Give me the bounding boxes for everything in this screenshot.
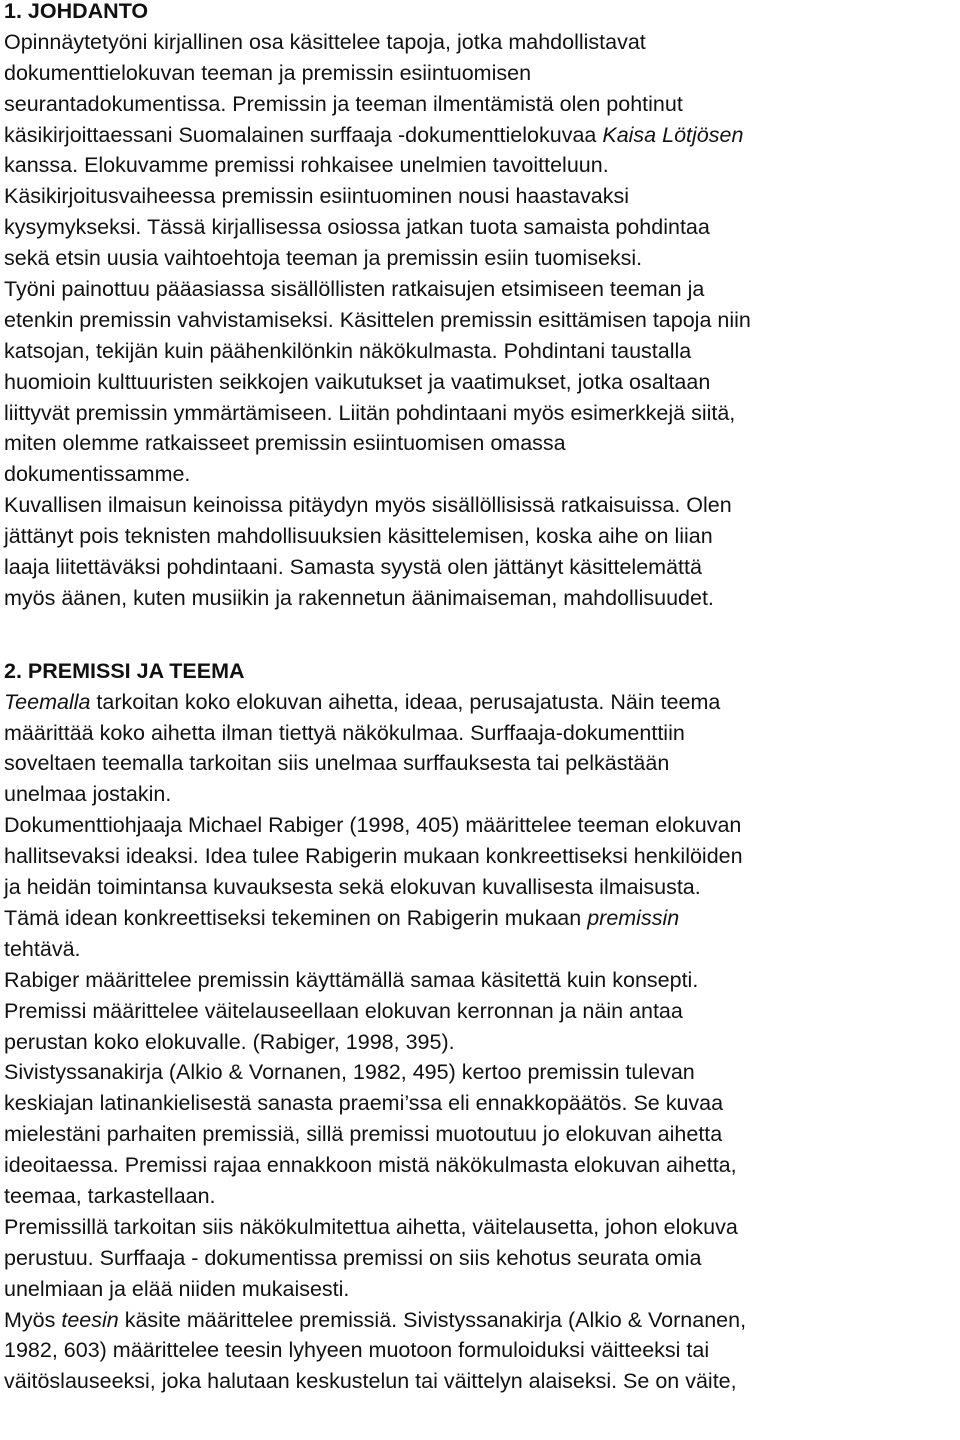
text-line [4,552,956,583]
text-run: Myös [4,1307,62,1332]
text-line [4,490,956,521]
text-run: Premissillä tarkoitan siis näkökulmitettua aihetta, väitelausetta, johon elokuva [4,1214,738,1239]
text-line [4,965,956,996]
text-line [4,687,956,718]
text-run: Tämä idean konkreettiseksi tekeminen on Rabigerin mukaan [4,905,588,930]
document-page [4,0,956,1397]
text-line [4,583,956,614]
text-run: huomioin kulttuuristen seikkojen vaikutukset ja vaatimukset, jotka osaltaan [4,369,711,394]
text-line [4,274,956,305]
text-line [4,1181,956,1212]
section-1-heading: 1. JOHDANTO [4,0,149,23]
text-line [4,27,956,58]
italic-term: Kaisa Lötjösen [602,122,744,147]
text-run: Kuvallisen ilmaisun keinoissa pitäydyn myös sisällöllisissä ratkaisuissa. Olen [4,493,732,518]
text-run: tehtävä. [4,936,81,961]
text-line [4,1212,956,1243]
text-line [4,367,956,398]
text-run: liittyvät premissin ymmärtämiseen. Liitän pohdintaani myös esimerkkejä siitä, [4,400,736,425]
text-line [4,150,956,181]
text-line [4,336,956,367]
text-run: ideoitaessa. Premissi rajaa ennakkoon mistä näkökulmasta elokuvan aihetta, [4,1153,737,1178]
text-run: Opinnäytetyöni kirjallinen osa käsittelee tapoja, jotka mahdollistavat [4,29,646,54]
section-1-body [4,27,956,614]
text-line [4,428,956,459]
text-line [4,872,956,903]
text-run: Käsikirjoitusvaiheessa premissin esiintuominen nousi haastavaksi [4,184,630,209]
italic-term: premissin [587,905,680,930]
text-line [4,212,956,243]
text-line [4,1305,956,1336]
text-run: soveltaen teemalla tarkoitan siis unelmaa surffauksesta tai pelkästään [4,751,670,776]
text-run: miten olemme ratkaisseet premissin esiintuomisen omassa [4,431,566,456]
text-line [4,58,956,89]
text-run: myös äänen, kuten musiikin ja rakennetun äänimaiseman, mahdollisuudet. [4,585,714,610]
text-run: dokumentissamme. [4,462,191,487]
text-run: seurantadokumentissa. Premissin ja teeman ilmentämistä olen pohtinut [4,91,683,116]
text-run: hallitsevaksi ideaksi. Idea tulee Rabigerin mukaan konkreettiseksi henkilöiden [4,844,743,869]
text-line [4,841,956,872]
section-2-heading: 2. PREMISSI JA TEEMA [4,658,245,683]
text-run: Premissi määrittelee väitelauseellaan elokuvan kerronnan ja näin antaa [4,998,683,1023]
text-run: tarkoitan koko elokuvan aihetta, ideaa, perusajatusta. Näin teema [90,689,721,714]
text-line [4,810,956,841]
text-line [4,459,956,490]
section-spacer [4,614,956,656]
text-run: käsite määrittelee premissiä. Sivistyssanakirja (Alkio & Vornanen, [118,1307,747,1332]
text-line [4,1150,956,1181]
italic-term: Teemalla [4,689,91,714]
text-run: Rabiger määrittelee premissin käyttämällä samaa käsitettä kuin konsepti. [4,967,699,992]
text-run: Työni painottuu pääasiassa sisällöllisten ratkaisujen etsimiseen teeman ja [4,277,705,302]
text-run: perustan koko elokuvalle. (Rabiger, 1998, 395). [4,1029,455,1054]
text-line [4,1057,956,1088]
text-line [4,398,956,429]
text-run: unelmiaan ja elää niiden mukaisesti. [4,1276,350,1301]
text-line [4,996,956,1027]
text-line [4,243,956,274]
text-run: Sivistyssanakirja (Alkio & Vornanen, 1982, 495) kertoo premissin tulevan [4,1060,695,1085]
text-run: kanssa. Elokuvamme premissi rohkaisee unelmien tavoitteluun. [4,153,609,178]
text-run: perustuu. Surffaaja - dokumentissa premissi on siis kehotus seurata omia [4,1245,702,1270]
text-run: ja heidän toimintansa kuvauksesta sekä elokuvan kuvallisesta ilmaisusta. [4,875,701,900]
text-run: määrittää koko aihetta ilman tiettyä näkökulmaa. Surffaaja-dokumenttiin [4,720,685,745]
section-2-body [4,687,956,1397]
text-line [4,120,956,151]
text-line [4,89,956,120]
text-run: mielestäni parhaiten premissiä, sillä premissi muotoutuu jo elokuvan aihetta [4,1122,723,1147]
text-run: Dokumenttiohjaaja Michael Rabiger (1998, 405) määrittelee teeman elokuvan [4,813,742,838]
text-line [4,1119,956,1150]
text-line [4,1027,956,1058]
text-line [4,1088,956,1119]
text-line [4,521,956,552]
text-run: sekä etsin uusia vaihtoehtoja teeman ja premissin esiin tuomiseksi. [4,246,643,271]
text-run: dokumenttielokuvan teeman ja premissin esiintuomisen [4,60,532,85]
text-line [4,181,956,212]
text-run: jättänyt pois teknisten mahdollisuuksien käsittelemisen, koska aihe on liian [4,524,713,549]
text-line [4,1274,956,1305]
text-line [4,718,956,749]
text-line [4,1335,956,1366]
text-run: väitöslauseeksi, joka halutaan keskustelun tai väittelyn alaiseksi. Se on väite, [4,1369,737,1394]
text-line [4,903,956,934]
text-run: käsikirjoittaessani Suomalainen surffaaja -dokumenttielokuvaa [4,122,603,147]
text-run: 1982, 603) määrittelee teesin lyhyeen muotoon formuloiduksi väitteeksi tai [4,1338,710,1363]
italic-term: teesin [61,1307,119,1332]
text-line [4,305,956,336]
text-run: etenkin premissin vahvistamiseksi. Käsittelen premissin esittämisen tapoja niin [4,307,751,332]
text-line [4,1243,956,1274]
text-run: teemaa, tarkastellaan. [4,1183,216,1208]
text-run: keskiajan latinankielisestä sanasta praemi’ssa eli ennakkopäätös. Se kuvaa [4,1091,724,1116]
text-run: katsojan, tekijän kuin päähenkilönkin näkökulmasta. Pohdintani taustalla [4,338,692,363]
text-line [4,748,956,779]
text-run: kysymykseksi. Tässä kirjallisessa osiossa jatkan tuota samaista pohdintaa [4,215,710,240]
text-line [4,1366,956,1397]
text-line [4,779,956,810]
text-line [4,934,956,965]
text-run: laaja liitettäväksi pohdintaani. Samasta syystä olen jättänyt käsittelemättä [4,555,702,580]
text-run: unelmaa jostakin. [4,782,172,807]
